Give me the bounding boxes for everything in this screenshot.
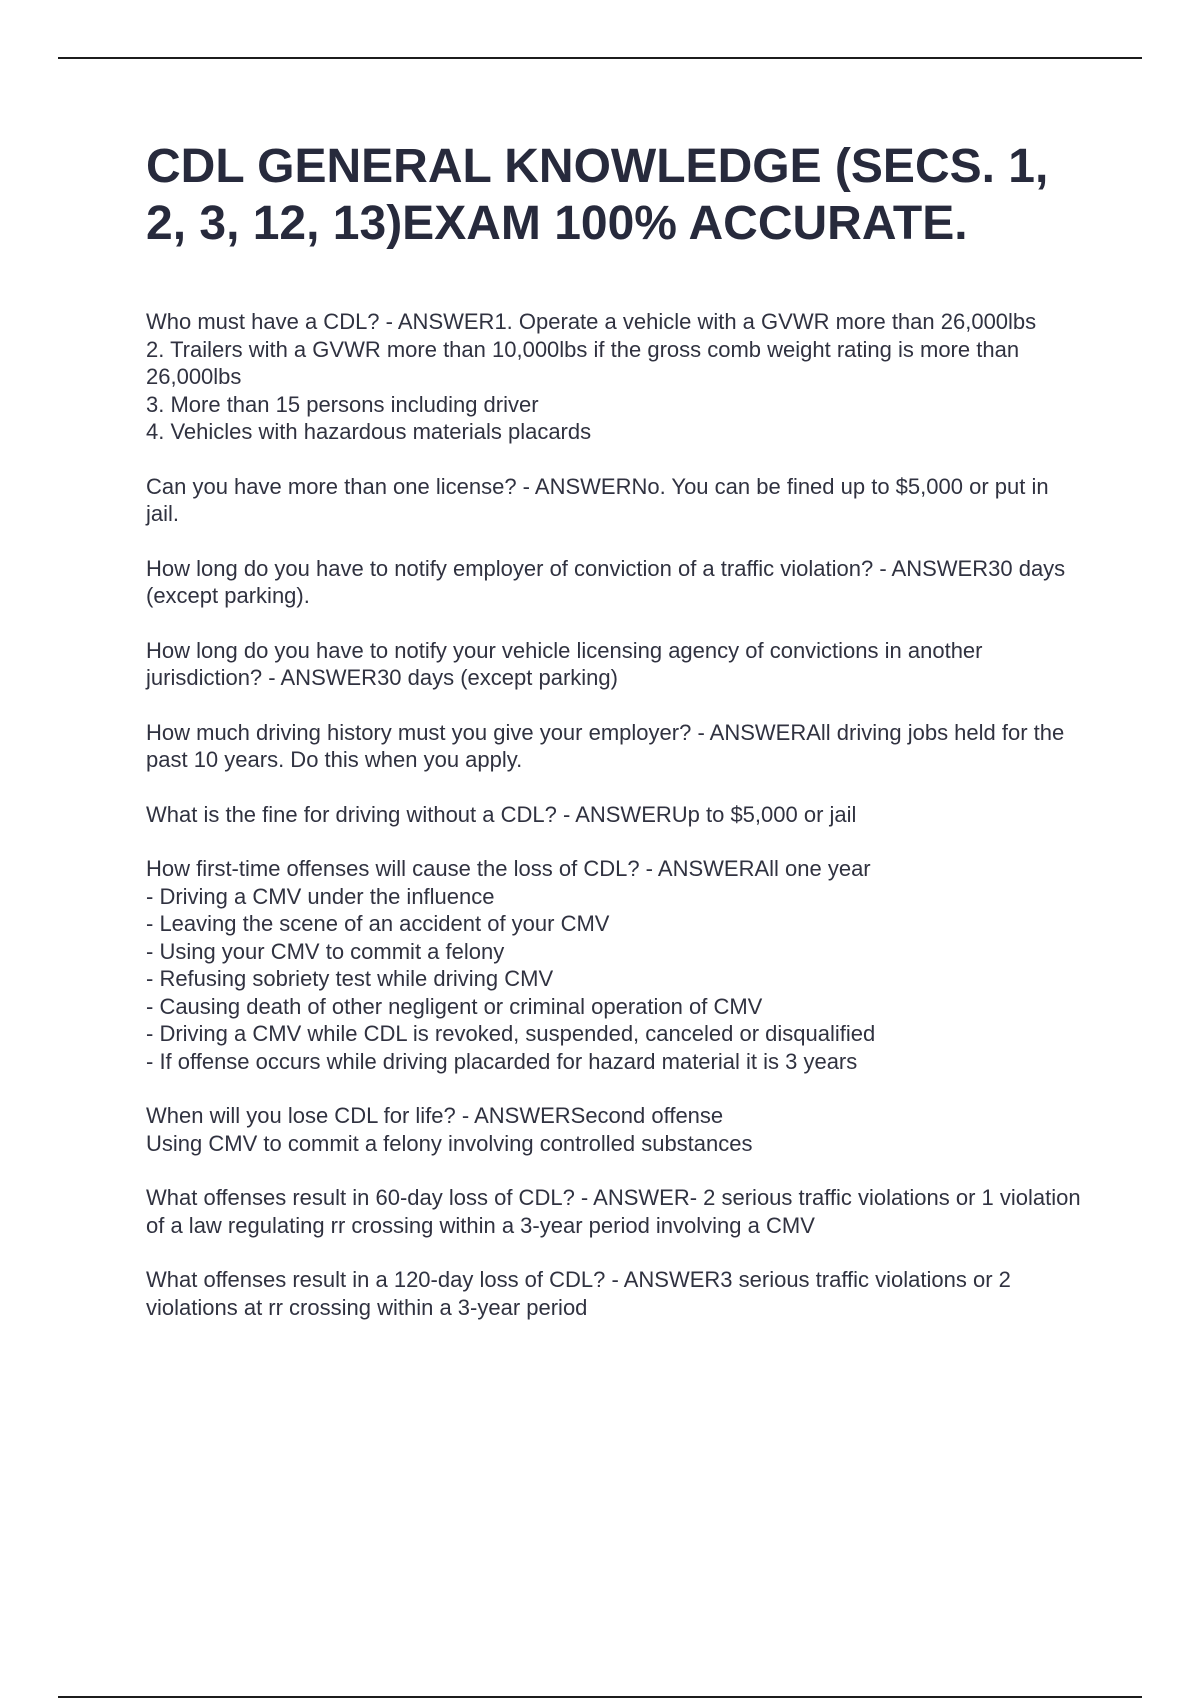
qa-entry-fine-without-cdl: What is the fine for driving without a CDL? - ANSWERUp to $5,000 or jail xyxy=(146,801,857,827)
document-content xyxy=(146,138,1086,1348)
qa-entry-60-day-loss: What offenses result in 60-day loss of CDL? - ANSWER- 2 serious traffic violations or 1 violation of a law regulating rr crossing within a 3-year period involving a CMV xyxy=(146,1185,1081,1238)
header-rule xyxy=(58,57,1142,59)
document-title: CDL GENERAL KNOWLEDGE (SECS. 1, 2, 3, 12, 13)EXAM 100% ACCURATE. xyxy=(146,140,1049,250)
qa-entry-driving-history: How much driving history must you give your employer? - ANSWERAll driving jobs held for the past 10 years. Do this when you apply. xyxy=(146,719,1065,772)
qa-entry-notify-employer: How long do you have to notify employer of conviction of a traffic violation? - ANSWER30 days (except parking). xyxy=(146,555,1066,608)
footer-rule xyxy=(58,1696,1142,1698)
qa-entry-who-must-have-cdl: Who must have a CDL? - ANSWER1. Operate a vehicle with a GVWR more than 26,000lbs 2. Trailers with a GVWR more than 10,000lbs if the gross comb weight rating is more than 26,000lbs 3. More than 15 persons including driver 4. Vehicles with hazardous materials placards xyxy=(146,309,1037,444)
qa-list xyxy=(146,308,1086,1321)
qa-entry-first-time-offenses: How first-time offenses will cause the loss of CDL? - ANSWERAll one year - Driving a CMV under the influence - Leaving the scene of an accident of your CMV - Using your CMV to commit a felony - Refusing sobriety test while driving CMV - Causing death of other negligent or criminal operation of CMV - Driving a CMV while CDL is revoked, suspended, canceled or disqualified - If offense occurs while driving placarded for hazard material it is 3 years xyxy=(146,856,876,1074)
qa-entry-lose-cdl-for-life: When will you lose CDL for life? - ANSWERSecond offense Using CMV to commit a felony involving controlled substances xyxy=(146,1103,753,1156)
qa-entry-notify-licensing-agency: How long do you have to notify your vehicle licensing agency of convictions in another jurisdiction? - ANSWER30 days (except parking) xyxy=(146,637,983,690)
qa-entry-120-day-loss: What offenses result in a 120-day loss of CDL? - ANSWER3 serious traffic violations or 2 violations at rr crossing within a 3-year period xyxy=(146,1267,1011,1320)
qa-entry-more-than-one-license: Can you have more than one license? - ANSWERNo. You can be fined up to $5,000 or put in jail. xyxy=(146,473,1049,526)
